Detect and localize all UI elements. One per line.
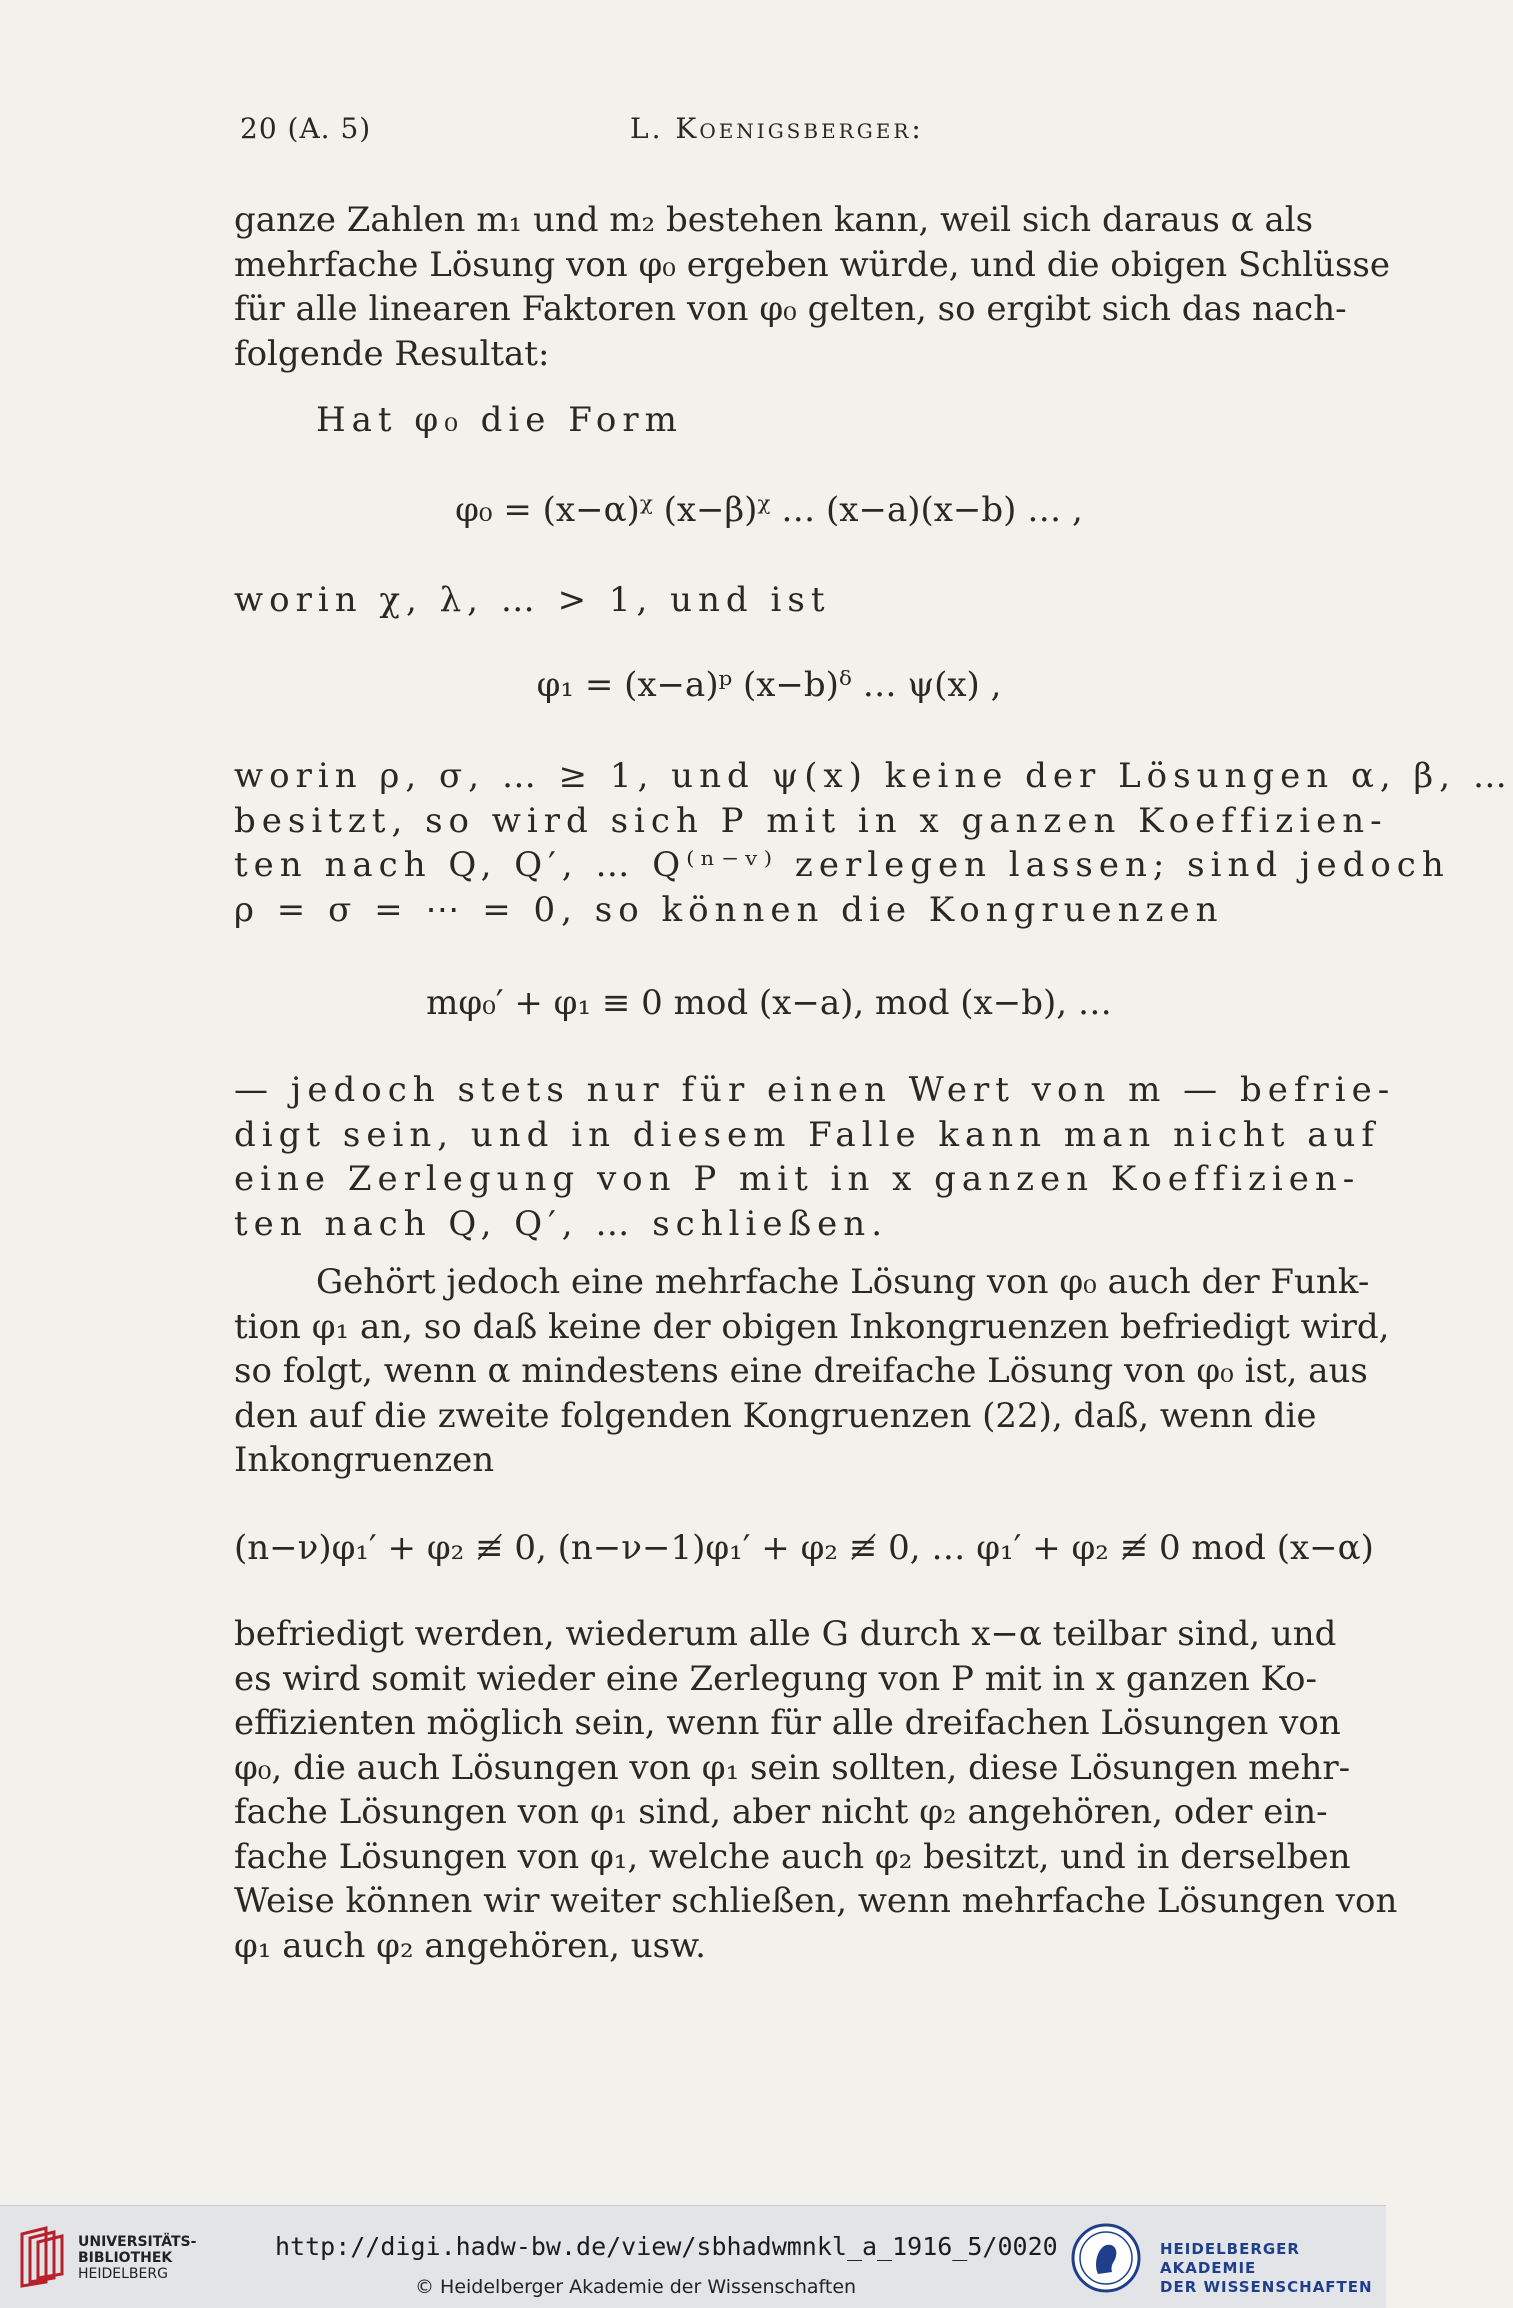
text-line: digt sein, und in diesem Falle kann man nicht auf [234,1114,1381,1155]
text-line: tion φ₁ an, so daß keine der obigen Inkongruenzen befriedigt wird, [234,1306,1390,1347]
text-line: so folgt, wenn α mindestens eine dreifache Lösung von φ₀ ist, aus [234,1351,1368,1391]
text-line: ganze Zahlen m₁ und m₂ bestehen kann, weil sich daraus α als [234,200,1314,240]
text-line: befriedigt werden, wiederum alle G durch x−α teilbar sind, und [234,1614,1337,1654]
text-line: ten nach Q, Q′, … Q⁽ⁿ⁻ᵛ⁾ zerlegen lassen; sind jedoch [234,845,1450,885]
text-line: Gehört jedoch eine mehrfache Lösung von φ₀ auch der Funk- [316,1262,1370,1302]
text-line: Hat φ₀ die Form [316,400,683,440]
permalink-url[interactable]: http://digi.hadw-bw.de/view/sbhadwmnkl_a_1916_5/0020 [275,2232,1058,2261]
running-author: L. Koenigsberger: [630,112,924,145]
text-line: besitzt, so wird sich P mit in x ganzen Koeffizien- [234,800,1388,841]
text-line: folgende Resultat: [234,333,550,374]
theorem-intro [234,398,1304,443]
paragraph-1 [234,198,1390,376]
running-header [240,112,1300,152]
academy-label: HEIDELBERGER AKADEMIE DER WISSENSCHAFTEN [1160,2240,1373,2296]
text-line: φ₀, die auch Lösungen von φ₁ sein sollten, diese Lösungen mehr- [234,1747,1351,1788]
text-line: Weise können wir weiter schließen, wenn mehrfache Lösungen von [234,1881,1398,1921]
text-line: worin χ, λ, … > 1, und ist [234,580,831,620]
copyright-notice: © Heidelberger Akademie der Wissenschaften [415,2276,857,2298]
text-line: ρ = σ = ⋯ = 0, so können die Kongruenzen [234,889,1224,930]
equation-incongruences: (n−ν)φ₁′ + φ₂ ≢ 0, (n−ν−1)φ₁′ + φ₂ ≢ 0, … φ₁′ + φ₂ ≢ 0 mod (x−α) [234,1528,1374,1568]
theorem-conclusion [234,1068,1396,1246]
text-line: — jedoch stets nur für einen Wert von m — befrie- [234,1070,1396,1110]
page-number: 20 (A. 5) [240,112,372,145]
text-line: Inkongruenzen [234,1440,495,1480]
university-library-logo-icon[interactable] [16,2224,70,2290]
text-line: effizienten möglich sein, wenn für alle dreifachen Lösungen von [234,1703,1341,1743]
university-library-label: UNIVERSITÄTS- BIBLIOTHEK HEIDELBERG [78,2234,197,2282]
theorem-body [234,754,1513,932]
text-line: worin ρ, σ, … ≥ 1, und ψ(x) keine der Lösungen α, β, … [234,756,1513,796]
academy-seal-icon[interactable] [1070,2222,1142,2294]
text-line: es wird somit wieder eine Zerlegung von P mit in x ganzen Ko- [234,1658,1318,1699]
equation-phi1: φ₁ = (x−a)ᵖ (x−b)ᵟ … ψ(x) , [536,665,1002,705]
text-line: fache Lösungen von φ₁, welche auch φ₂ besitzt, und in derselben [234,1836,1351,1877]
text-line: fache Lösungen von φ₁ sind, aber nicht φ₂ angehören, oder ein- [234,1792,1328,1832]
theorem-worin-1 [234,578,1304,623]
text-line: eine Zerlegung von P mit in x ganzen Koeffizien- [234,1159,1361,1199]
text-line: φ₁ auch φ₂ angehören, usw. [234,1925,706,1966]
equation-phi0: φ₀ = (x−α)ᵡ (x−β)ᵡ … (x−a)(x−b) … , [455,490,1083,530]
text-line: ten nach Q, Q′, … schließen. [234,1203,889,1244]
text-line: den auf die zweite folgenden Kongruenzen (22), daß, wenn die [234,1395,1317,1436]
equation-congruence: mφ₀′ + φ₁ ≡ 0 mod (x−a), mod (x−b), … [426,983,1112,1023]
text-line: mehrfache Lösung von φ₀ ergeben würde, und die obigen Schlüsse [234,244,1390,285]
text-line: für alle linearen Faktoren von φ₀ gelten, so ergibt sich das nach- [234,289,1347,329]
paragraph-2 [234,1260,1390,1483]
viewer-footer [0,2205,1386,2308]
paragraph-3 [234,1612,1398,1968]
